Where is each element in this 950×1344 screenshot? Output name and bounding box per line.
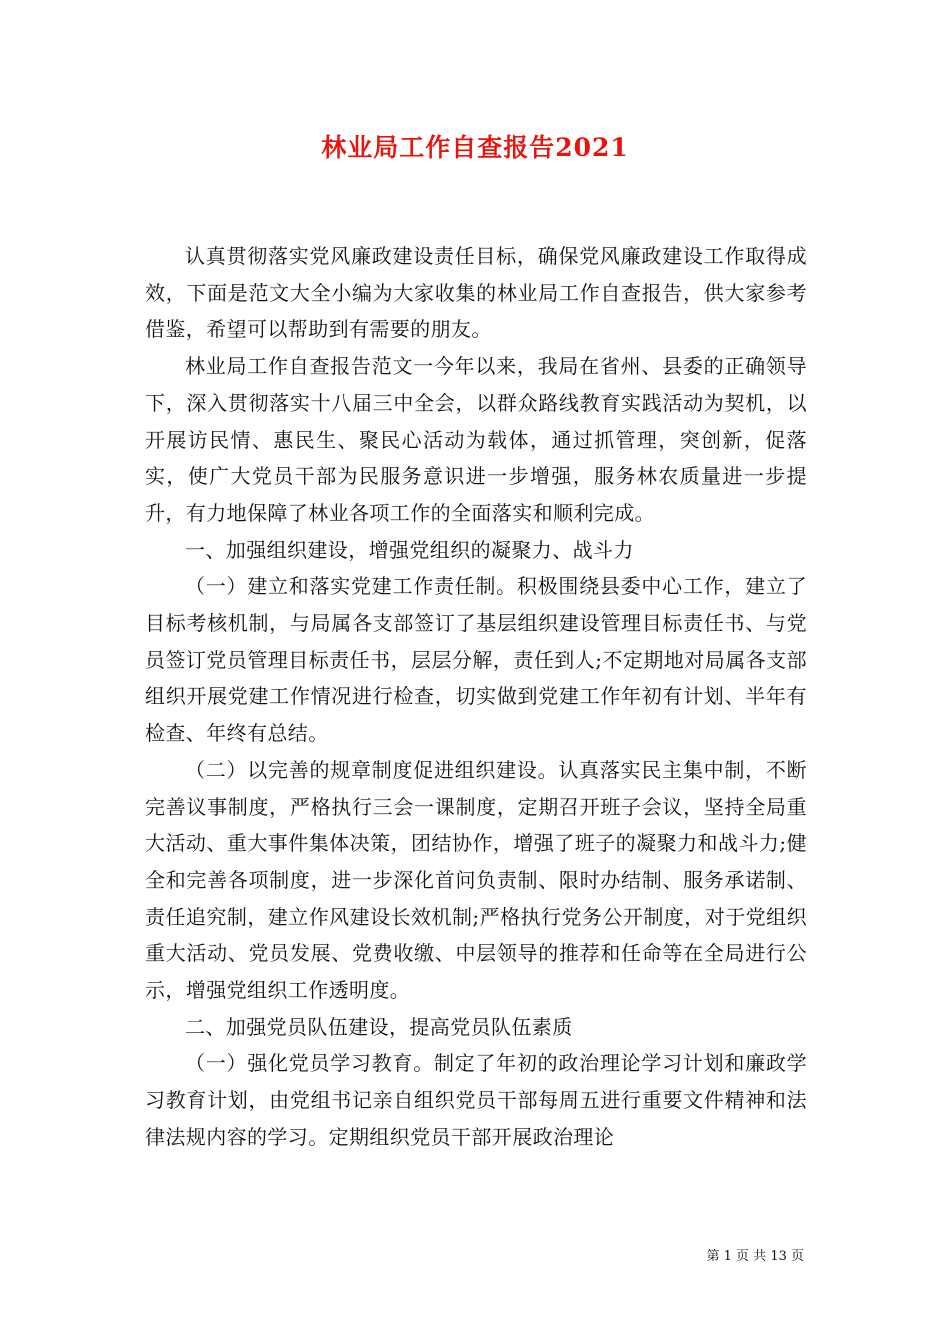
document-body (145, 238, 807, 1156)
paragraph-1-2: （二）以完善的规章制度促进组织建设。认真落实民主集中制，不断完善议事制度，严格执行三会一课制度，定期召开班子会议，坚持全局重大活动、重大事件集体决策，团结协作，增强了班子的凝聚力和战斗力;健全和完善各项制度，进一步深化首问负责制、限时办结制、服务承诺制、责任追究制，建立作风建设长效机制;严格执行党务公开制度，对于党组织重大活动、党员发展、党费收缴、中层领导的推荐和任命等在全局进行公示，增强党组织工作透明度。 (145, 757, 807, 1003)
paragraph-2-1: （一）强化党员学习教育。制定了年初的政治理论学习计划和廉政学习教育计划，由党组书记亲自组织党员干部每周五进行重要文件精神和法律法规内容的学习。定期组织党员干部开展政治理论 (145, 1051, 807, 1149)
paragraph-overview: 林业局工作自查报告范文一今年以来，我局在省州、县委的正确领导下，深入贯彻落实十八届三中全会，以群众路线教育实践活动为契机，以开展访民情、惠民生、聚民心活动为载体，通过抓管理，突创新，促落实，使广大党员干部为民服务意识进一步增强，服务林农质量进一步提升，有力地保障了林业各项工作的全面落实和顺利完成。 (145, 354, 807, 525)
paragraph-intro: 认真贯彻落实党风廉政建设责任目标，确保党风廉政建设工作取得成效，下面是范文大全小编为大家收集的林业局工作自查报告，供大家参考借鉴，希望可以帮助到有需要的朋友。 (145, 244, 807, 342)
section-heading-2: 二、加强党员队伍建设，提高党员队伍素质 (185, 1014, 573, 1039)
section-heading-1: 一、加强组织建设，增强党组织的凝聚力、战斗力 (185, 537, 634, 562)
document-title: 林业局工作自查报告2021 (321, 133, 629, 162)
paragraph-1-1: （一）建立和落实党建工作责任制。积极围绕县委中心工作，建立了目标考核机制，与局属各支部签订了基层组织建设管理目标责任书、与党员签订党员管理目标责任书，层层分解，责任到人;不定期地对局属各支部组织开展党建工作情况进行检查，切实做到党建工作年初有计划、半年有检查、年终有总结。 (145, 574, 807, 746)
page-number-footer: 第 1 页 共 13 页 (706, 1249, 804, 1264)
